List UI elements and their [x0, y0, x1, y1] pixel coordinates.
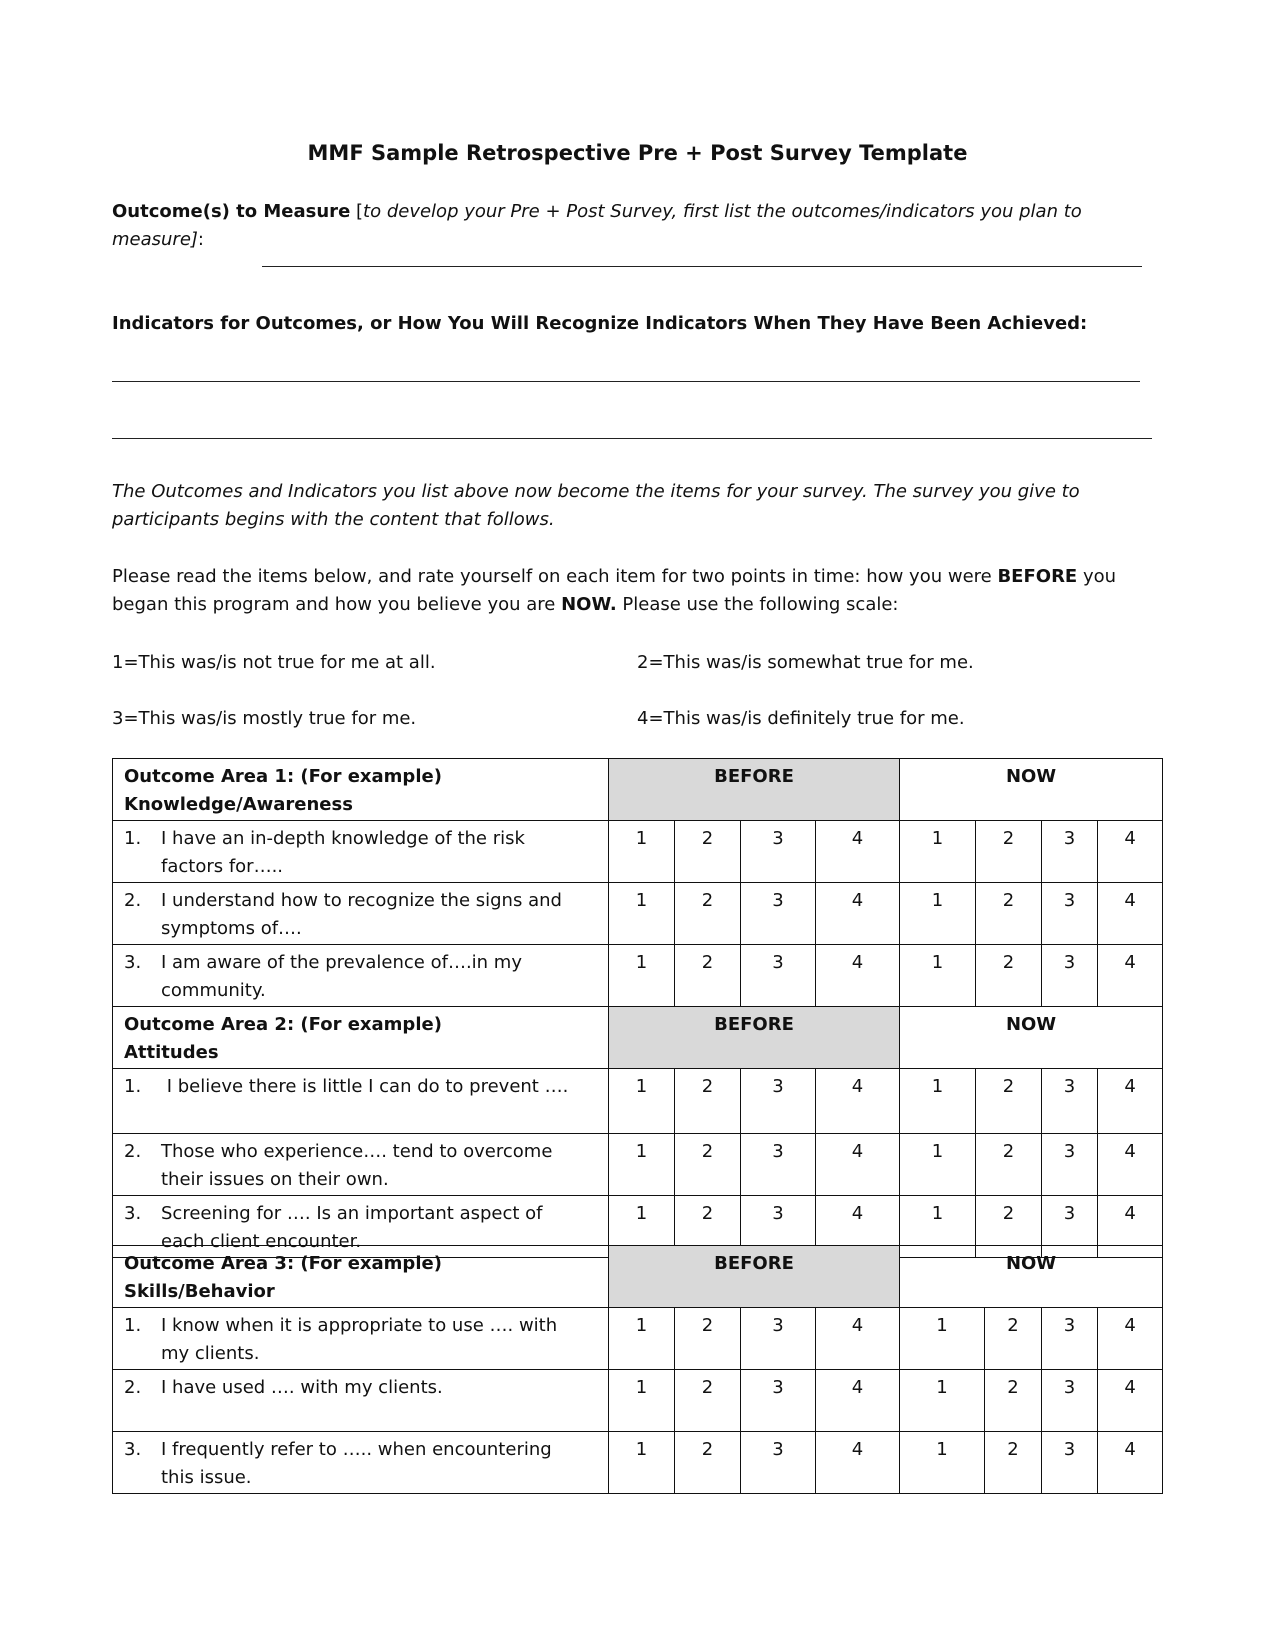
area-1-now-header: NOW: [900, 759, 1163, 821]
table-row: [113, 945, 1163, 1007]
area-2-title: Outcome Area 2: (For example): [124, 1014, 442, 1035]
now-rating-1[interactable]: 1: [900, 1308, 985, 1370]
area-2-header: [113, 1007, 609, 1069]
now-rating-2[interactable]: 2: [976, 1069, 1042, 1134]
table-row: [113, 821, 1163, 883]
now-rating-3[interactable]: 3: [1042, 1196, 1098, 1258]
page-title: MMF Sample Retrospective Pre + Post Survey Template: [307, 141, 968, 165]
area-1-item-2: [113, 883, 609, 945]
item-number: 1.: [124, 1076, 142, 1097]
before-rating-2[interactable]: 2: [675, 821, 741, 883]
area-1-header-row: [113, 759, 1163, 821]
before-rating-4[interactable]: 4: [816, 1432, 900, 1494]
before-rating-2[interactable]: 2: [675, 883, 741, 945]
now-rating-3[interactable]: 3: [1042, 1069, 1098, 1134]
now-rating-4[interactable]: 4: [1098, 1196, 1163, 1258]
now-rating-1[interactable]: 1: [900, 1069, 976, 1134]
area-2-item-1: [113, 1069, 609, 1134]
now-rating-2[interactable]: 2: [976, 1196, 1042, 1258]
now-rating-1[interactable]: 1: [900, 821, 976, 883]
before-rating-3[interactable]: 3: [741, 883, 816, 945]
before-rating-1[interactable]: 1: [609, 1432, 675, 1494]
indicators-heading: Indicators for Outcomes, or How You Will Recognize Indicators When They Have Been Achieved:: [112, 313, 1088, 334]
area-2-subtitle: Attitudes: [124, 1042, 219, 1063]
scale-4: 4=This was/is definitely true for me.: [637, 708, 965, 729]
area-3-header: [113, 1246, 609, 1308]
before-rating-3[interactable]: 3: [741, 1134, 816, 1196]
now-rating-2[interactable]: 2: [976, 821, 1042, 883]
item-text: I have used …. with my clients.: [161, 1377, 443, 1398]
outcomes-label: Outcome(s) to Measure: [112, 201, 351, 222]
item-number: 2.: [124, 1377, 142, 1398]
table-row: [113, 1134, 1163, 1196]
before-rating-4[interactable]: 4: [816, 1069, 900, 1134]
now-rating-2[interactable]: 2: [976, 883, 1042, 945]
before-rating-3[interactable]: 3: [741, 1196, 816, 1258]
before-rating-4[interactable]: 4: [816, 945, 900, 1007]
item-number: 3.: [124, 952, 142, 973]
item-text: I am aware of the prevalence of….in my community.: [161, 952, 522, 1001]
item-text: I understand how to recognize the signs and symptoms of….: [161, 890, 562, 939]
item-text: Screening for …. Is an important aspect of each client encounter.: [161, 1203, 543, 1252]
area-3-before-header: BEFORE: [609, 1246, 900, 1308]
table-row: [113, 1308, 1163, 1370]
before-rating-2[interactable]: 2: [675, 1308, 741, 1370]
before-rating-2[interactable]: 2: [675, 1069, 741, 1134]
table-row: [113, 1432, 1163, 1494]
instructions-part3: Please use the following scale:: [616, 594, 899, 615]
before-rating-3[interactable]: 3: [741, 1308, 816, 1370]
area-3-item-3: [113, 1432, 609, 1494]
before-rating-3[interactable]: 3: [741, 1069, 816, 1134]
now-rating-4[interactable]: 4: [1098, 1069, 1163, 1134]
before-rating-3[interactable]: 3: [741, 945, 816, 1007]
now-rating-4[interactable]: 4: [1098, 945, 1163, 1007]
before-rating-1[interactable]: 1: [609, 1069, 675, 1134]
item-number: 2.: [124, 1141, 142, 1162]
now-rating-1[interactable]: 1: [900, 1370, 985, 1432]
instructions-part1: Please read the items below, and rate yourself on each item for two points in time: how you were: [112, 566, 998, 587]
now-rating-1[interactable]: 1: [900, 1432, 985, 1494]
before-rating-1[interactable]: 1: [609, 821, 675, 883]
before-rating-3[interactable]: 3: [741, 1432, 816, 1494]
now-rating-3[interactable]: 3: [1042, 1134, 1098, 1196]
instructions-part2: you began this program and how you believe you are: [112, 566, 1117, 615]
outcomes-answer-line[interactable]: [262, 266, 1142, 267]
area-3-item-2: [113, 1370, 609, 1432]
area-2-item-2: [113, 1134, 609, 1196]
now-rating-3[interactable]: 3: [1042, 1370, 1098, 1432]
before-rating-2[interactable]: 2: [675, 1370, 741, 1432]
scale-3: 3=This was/is mostly true for me.: [112, 708, 417, 729]
item-number: 3.: [124, 1439, 142, 1460]
item-number: 1.: [124, 1315, 142, 1336]
now-rating-3[interactable]: 3: [1042, 1308, 1098, 1370]
now-rating-3[interactable]: 3: [1042, 1432, 1098, 1494]
area-2-before-header: BEFORE: [609, 1007, 900, 1069]
now-rating-1[interactable]: 1: [900, 1196, 976, 1258]
area-3-title: Outcome Area 3: (For example): [124, 1253, 442, 1274]
now-rating-1[interactable]: 1: [900, 945, 976, 1007]
before-rating-2[interactable]: 2: [675, 1196, 741, 1258]
survey-table-1: [112, 758, 1163, 1258]
table-row: [113, 1069, 1163, 1134]
area-1-subtitle: Knowledge/Awareness: [124, 794, 353, 815]
item-number: 3.: [124, 1203, 142, 1224]
before-rating-2[interactable]: 2: [675, 1432, 741, 1494]
before-rating-4[interactable]: 4: [816, 821, 900, 883]
item-number: 1.: [124, 828, 142, 849]
now-rating-1[interactable]: 1: [900, 883, 976, 945]
now-rating-4[interactable]: 4: [1098, 1308, 1163, 1370]
area-3-now-header: NOW: [900, 1246, 1163, 1308]
now-rating-4[interactable]: 4: [1098, 1370, 1163, 1432]
now-rating-1[interactable]: 1: [900, 1134, 976, 1196]
area-3-item-1: [113, 1308, 609, 1370]
outcomes-colon: :: [197, 229, 204, 250]
now-rating-3[interactable]: 3: [1042, 945, 1098, 1007]
instructions-now: NOW.: [561, 594, 617, 615]
before-rating-4[interactable]: 4: [816, 1196, 900, 1258]
before-rating-4[interactable]: 4: [816, 883, 900, 945]
outcomes-bracket: [: [350, 201, 364, 222]
area-2-now-header: NOW: [900, 1007, 1163, 1069]
outcomes-instruction: to develop your Pre + Post Survey, first list the outcomes/indicators you plan to measure]: [112, 201, 1082, 250]
item-text: I know when it is appropriate to use …. with my clients.: [161, 1315, 558, 1364]
area-1-header: [113, 759, 609, 821]
outcomes-prompt: [112, 198, 1162, 254]
before-rating-1[interactable]: 1: [609, 1370, 675, 1432]
now-rating-3[interactable]: 3: [1042, 821, 1098, 883]
now-rating-2[interactable]: 2: [976, 945, 1042, 1007]
now-rating-4[interactable]: 4: [1098, 821, 1163, 883]
area-1-item-1: [113, 821, 609, 883]
area-1-title: Outcome Area 1: (For example): [124, 766, 442, 787]
before-rating-1[interactable]: 1: [609, 945, 675, 1007]
area-2-header-row: [113, 1007, 1163, 1069]
area-3-subtitle: Skills/Behavior: [124, 1281, 275, 1302]
area-1-before-header: BEFORE: [609, 759, 900, 821]
before-rating-4[interactable]: 4: [816, 1308, 900, 1370]
before-rating-1[interactable]: 1: [609, 883, 675, 945]
area-3-header-row: [113, 1246, 1163, 1308]
item-text: I frequently refer to ….. when encountering this issue.: [161, 1439, 552, 1488]
before-rating-2[interactable]: 2: [675, 1134, 741, 1196]
before-rating-2[interactable]: 2: [675, 945, 741, 1007]
now-rating-2[interactable]: 2: [985, 1370, 1042, 1432]
now-rating-4[interactable]: 4: [1098, 1432, 1163, 1494]
indicators-answer-line-2[interactable]: [112, 438, 1152, 439]
before-rating-1[interactable]: 1: [609, 1308, 675, 1370]
table-row: [113, 883, 1163, 945]
now-rating-2[interactable]: 2: [985, 1308, 1042, 1370]
before-rating-3[interactable]: 3: [741, 1370, 816, 1432]
area-1-item-3: [113, 945, 609, 1007]
before-rating-4[interactable]: 4: [816, 1134, 900, 1196]
table-row: [113, 1370, 1163, 1432]
before-rating-1[interactable]: 1: [609, 1134, 675, 1196]
scale-1: 1=This was/is not true for me at all.: [112, 652, 436, 673]
now-rating-4[interactable]: 4: [1098, 1134, 1163, 1196]
now-rating-2[interactable]: 2: [985, 1432, 1042, 1494]
item-text: I believe there is little I can do to prevent ….: [161, 1076, 569, 1097]
before-rating-3[interactable]: 3: [741, 821, 816, 883]
instructions-before: BEFORE: [997, 566, 1078, 587]
before-rating-4[interactable]: 4: [816, 1370, 900, 1432]
item-text: I have an in-depth knowledge of the risk factors for…..: [161, 828, 525, 877]
now-rating-2[interactable]: 2: [976, 1134, 1042, 1196]
scale-2: 2=This was/is somewhat true for me.: [637, 652, 974, 673]
indicators-answer-line-1[interactable]: [112, 381, 1140, 382]
rating-instructions: [112, 563, 1162, 619]
now-rating-3[interactable]: 3: [1042, 883, 1098, 945]
before-rating-1[interactable]: 1: [609, 1196, 675, 1258]
now-rating-4[interactable]: 4: [1098, 883, 1163, 945]
item-text: Those who experience…. tend to overcome their issues on their own.: [161, 1141, 553, 1190]
survey-note: The Outcomes and Indicators you list above now become the items for your survey. The survey you give to participants begins with the content that follows.: [112, 481, 1080, 530]
item-number: 2.: [124, 890, 142, 911]
survey-table-2: [112, 1245, 1163, 1494]
